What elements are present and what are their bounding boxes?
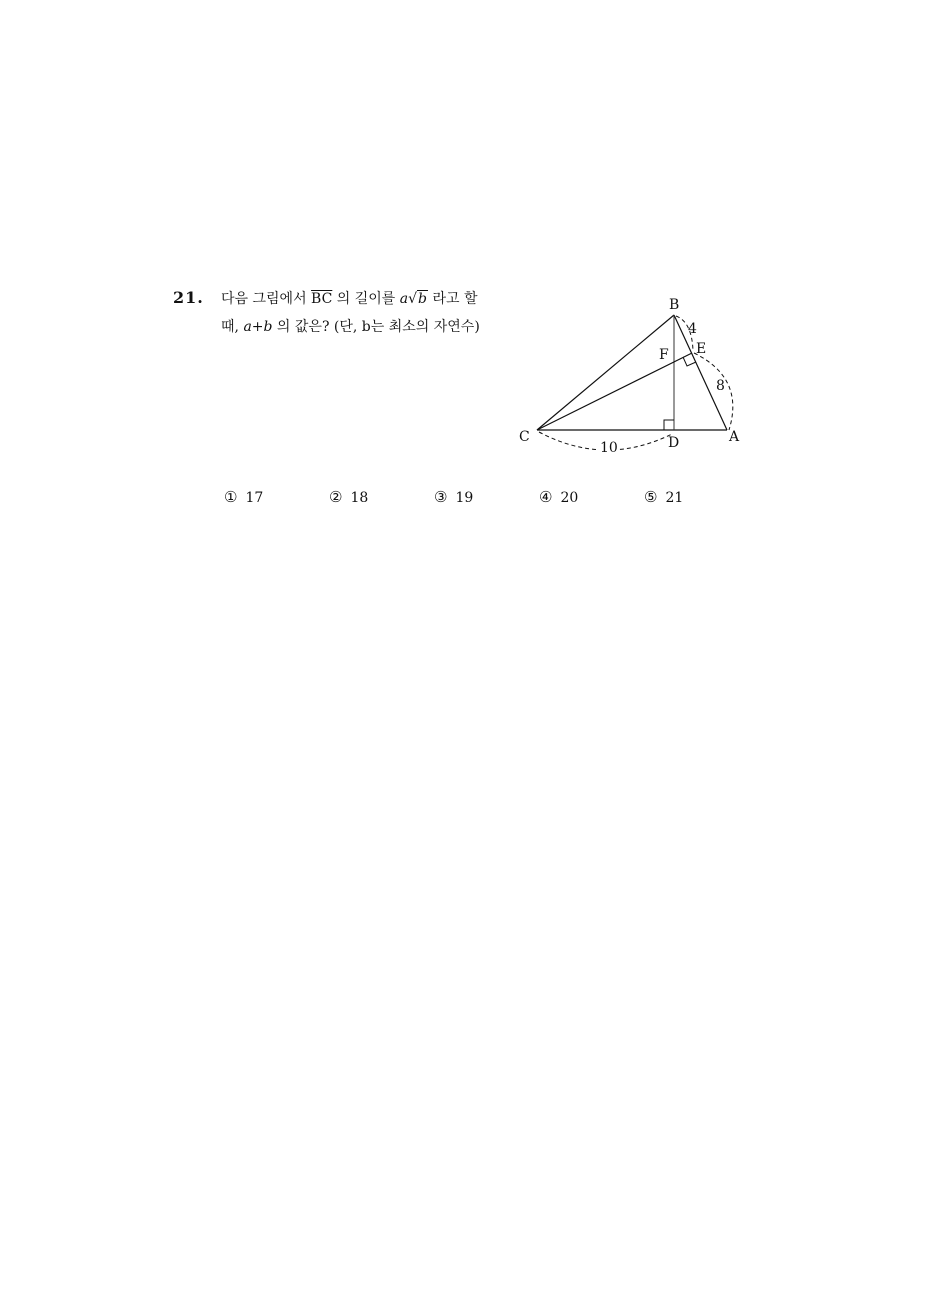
length-label-be: 4 (688, 321, 697, 337)
choice-marker: ③ (434, 488, 448, 506)
dashed-arc-ea (694, 353, 733, 430)
point-label-d: D (668, 435, 680, 451)
question-text-line-2 (221, 316, 480, 336)
variable-a: a (399, 291, 409, 307)
question-text-part: 의 값은? (단, b는 최소의 자연수) (272, 319, 480, 335)
question-text-line-1 (221, 288, 478, 308)
choice-value: 18 (350, 490, 369, 506)
choice-marker: ④ (539, 488, 553, 506)
question-text-part: 의 길이를 (332, 291, 400, 307)
question-text-part: 때, (221, 319, 244, 335)
choice-value: 21 (665, 490, 684, 506)
point-label-b: B (669, 297, 680, 313)
choice-marker: ⑤ (644, 488, 658, 506)
point-label-f: F (659, 347, 669, 363)
segment-bc: $\overline{BC}$ (311, 291, 333, 307)
length-label-cd: 10 (600, 440, 618, 456)
variable-b: b (418, 291, 428, 307)
right-angle-mark-d (664, 420, 674, 430)
choice-3[interactable] (434, 488, 473, 506)
sqrt-sign: √ (408, 291, 418, 307)
choice-value: 19 (455, 490, 474, 506)
choice-5[interactable] (644, 488, 683, 506)
question-text-part: 라고 할 (428, 291, 478, 307)
point-label-e: E (696, 341, 707, 357)
question-number: 21. (173, 288, 204, 307)
choice-marker: ② (329, 488, 343, 506)
point-label-a: A (729, 429, 740, 445)
expression-a-plus-b: a+b (243, 319, 273, 335)
choice-2[interactable] (329, 488, 368, 506)
choice-4[interactable] (539, 488, 578, 506)
choice-value: 17 (245, 490, 264, 506)
triangle-figure (505, 285, 755, 460)
answer-choices (0, 488, 926, 512)
choice-marker: ① (224, 488, 238, 506)
segment-ba (674, 315, 727, 430)
point-label-c: C (519, 429, 530, 445)
length-label-ea: 8 (716, 378, 725, 394)
question-text-part: 다음 그림에서 (221, 291, 312, 307)
choice-value: 20 (560, 490, 579, 506)
choice-1[interactable] (224, 488, 263, 506)
